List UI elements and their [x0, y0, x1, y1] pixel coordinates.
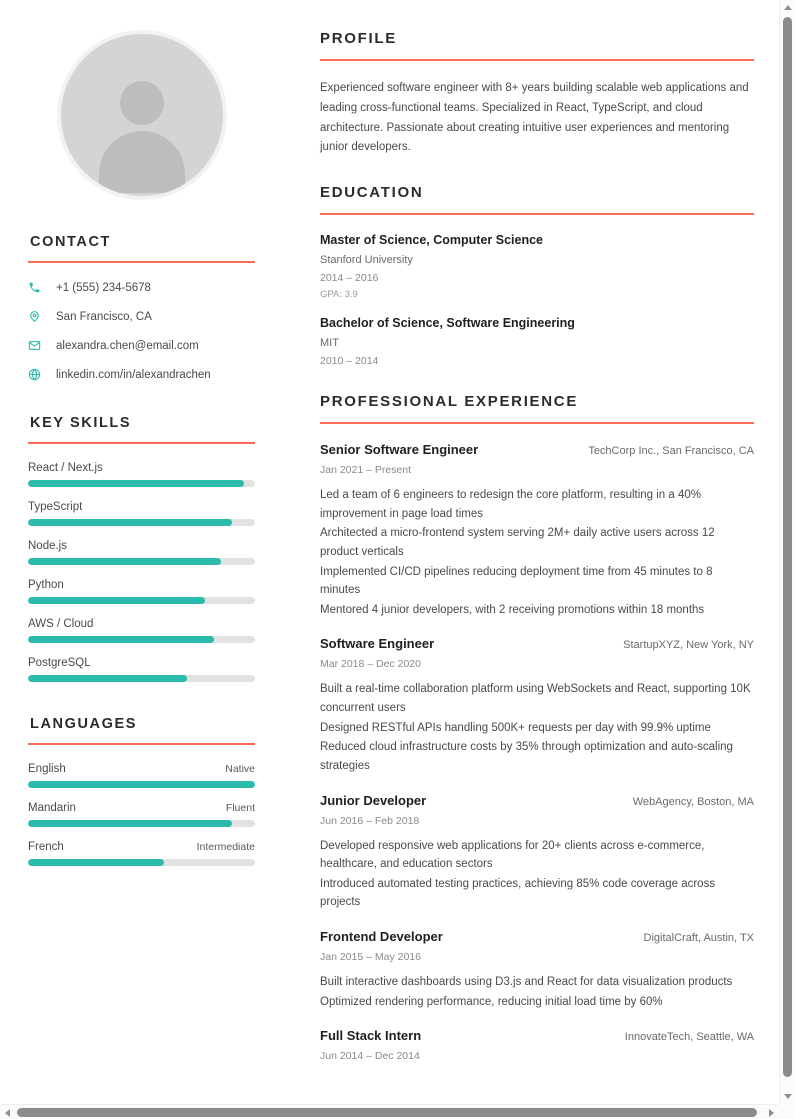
language-bar-track — [28, 859, 255, 866]
job-dates: Jun 2014 – Dec 2014 — [320, 1050, 420, 1063]
job-bullet: Introduced automated testing practices, achieving 85% code coverage across projects — [320, 877, 716, 909]
skill-bar-track — [28, 597, 255, 604]
job-title: Full Stack Intern — [320, 1028, 422, 1044]
scroll-up-button[interactable] — [780, 0, 794, 15]
horizontal-scrollbar[interactable] — [0, 1104, 779, 1119]
envelope-icon — [28, 339, 48, 352]
languages-divider — [28, 743, 255, 745]
language-bar-track — [28, 781, 255, 788]
profile-text: Experienced software engineer with 8+ years building scalable web applications and leading cross-functional teams. Specialized in React, TypeScript, and cloud architecture. Passionate about creating intuitive user experiences and mentoring junior developers. — [320, 82, 749, 154]
job-title: Software Engineer — [320, 636, 435, 652]
triangle-left-icon — [5, 1109, 10, 1117]
language-label: Mandarin — [28, 802, 76, 814]
language-bar-fill — [28, 859, 164, 866]
skill-row — [28, 462, 255, 487]
education-school: MIT — [320, 337, 339, 350]
skill-bar-fill — [28, 636, 214, 643]
skill-bar-track — [28, 636, 255, 643]
job-dates: Jan 2021 – Present — [320, 464, 412, 477]
education-item — [320, 316, 754, 367]
language-row — [28, 841, 255, 866]
contact-value-linkedin: linkedin.com/in/alexandrachen — [56, 368, 211, 381]
skill-label: TypeScript — [28, 501, 83, 513]
job-bullet: Mentored 4 junior developers, with 2 receiving promotions within 18 months — [320, 603, 705, 616]
job-bullet: Developed responsive web applications for 20+ clients across e-commerce, healthcare, and education sectors — [320, 839, 705, 871]
languages-list — [28, 763, 255, 866]
skills-divider — [28, 442, 255, 444]
experience-item — [320, 636, 754, 775]
triangle-right-icon — [769, 1109, 774, 1117]
horizontal-scrollbar-thumb[interactable] — [17, 1108, 757, 1117]
experience-item — [320, 793, 754, 913]
skill-label: React / Next.js — [28, 462, 103, 474]
job-company: DigitalCraft, Austin, TX — [643, 932, 754, 945]
skill-label: Node.js — [28, 540, 67, 552]
avatar — [57, 30, 227, 200]
skill-row — [28, 618, 255, 643]
education-dates: 2010 – 2014 — [320, 355, 379, 368]
language-row — [28, 763, 255, 788]
profile-heading: PROFILE — [320, 30, 397, 47]
skill-bar-fill — [28, 597, 205, 604]
skills-section — [28, 415, 255, 682]
education-school: Stanford University — [320, 254, 413, 267]
job-bullets — [320, 973, 754, 1011]
job-company: StartupXYZ, New York, NY — [623, 639, 754, 652]
scroll-down-button[interactable] — [780, 1089, 794, 1104]
contact-item-email[interactable] — [28, 339, 255, 352]
vertical-scrollbar-thumb[interactable] — [783, 17, 792, 1077]
globe-icon — [28, 368, 48, 381]
languages-section — [28, 716, 255, 866]
education-degree: Master of Science, Computer Science — [320, 233, 543, 248]
job-bullet: Built interactive dashboards using D3.js and React for data visualization products — [320, 976, 733, 989]
experience-section — [320, 393, 754, 1062]
triangle-up-icon — [784, 5, 792, 10]
job-title: Frontend Developer — [320, 929, 443, 945]
job-bullet: Architected a micro-frontend system serving 2M+ daily active users across 12 product verticals — [320, 527, 715, 558]
job-dates: Jun 2016 – Feb 2018 — [320, 814, 420, 827]
job-bullet: Led a team of 6 engineers to redesign the core platform, resulting in a 40% improvement in page load times — [320, 489, 702, 520]
skill-row — [28, 579, 255, 604]
education-heading: EDUCATION — [320, 184, 424, 202]
triangle-down-icon — [784, 1094, 792, 1099]
location-pin-icon — [28, 310, 48, 323]
contact-section — [28, 234, 255, 381]
skill-row — [28, 657, 255, 682]
job-bullet: Built a real-time collaboration platform using WebSockets and React, supporting 10K concurrent users — [320, 683, 751, 715]
profile-section — [320, 30, 754, 158]
language-label: English — [28, 763, 66, 775]
job-title: Senior Software Engineer — [320, 442, 479, 458]
skill-bar-fill — [28, 519, 232, 526]
contact-divider — [28, 261, 255, 263]
skill-bar-fill — [28, 675, 187, 682]
language-bar-track — [28, 820, 255, 827]
job-dates: Mar 2018 – Dec 2020 — [320, 658, 421, 671]
scrollbar-corner — [779, 1104, 794, 1119]
experience-item — [320, 929, 754, 1011]
skill-bar-fill — [28, 558, 221, 565]
language-bar-fill — [28, 820, 232, 827]
skill-bar-track — [28, 519, 255, 526]
language-label: French — [28, 841, 64, 853]
profile-divider — [320, 59, 754, 61]
skill-row — [28, 501, 255, 526]
job-dates: Jan 2015 – May 2016 — [320, 951, 421, 964]
resume-main — [300, 0, 779, 1104]
experience-heading: PROFESSIONAL EXPERIENCE — [320, 393, 579, 411]
job-title: Junior Developer — [320, 792, 427, 808]
contact-value-location: San Francisco, CA — [56, 310, 152, 323]
job-bullets — [320, 680, 754, 775]
contact-value-email: alexandra.chen@email.com — [56, 339, 199, 352]
skill-bar-track — [28, 675, 255, 682]
contact-item-linkedin[interactable] — [28, 368, 255, 381]
skill-label: Python — [28, 579, 64, 591]
skills-heading: KEY SKILLS — [30, 415, 132, 431]
phone-icon — [28, 281, 48, 294]
language-level: Native — [225, 763, 255, 775]
vertical-scrollbar[interactable] — [779, 0, 794, 1104]
job-bullet: Reduced cloud infrastructure costs by 35% through optimization and auto-scaling strategies — [320, 741, 733, 772]
skill-bar-track — [28, 480, 255, 487]
education-divider — [320, 213, 754, 215]
skills-list — [28, 462, 255, 682]
job-company: InnovateTech, Seattle, WA — [624, 1031, 754, 1044]
education-dates: 2014 – 2016 — [320, 272, 379, 285]
skill-label: AWS / Cloud — [28, 618, 94, 630]
skill-bar-track — [28, 558, 255, 565]
contact-value-phone: +1 (555) 234-5678 — [56, 281, 151, 294]
job-bullets — [320, 486, 754, 619]
contact-heading: CONTACT — [30, 234, 112, 250]
experience-item — [320, 442, 754, 619]
user-placeholder-icon — [57, 30, 227, 200]
job-company: WebAgency, Boston, MA — [632, 795, 754, 808]
avatar-head-shape — [120, 81, 164, 125]
contact-item-phone[interactable] — [28, 281, 255, 294]
language-level: Intermediate — [196, 841, 255, 853]
skill-row — [28, 540, 255, 565]
job-bullet: Designed RESTful APIs handling 500K+ requests per day with 99.9% uptime — [320, 721, 711, 734]
resume-sidebar — [0, 0, 300, 1104]
job-bullets — [320, 837, 754, 913]
scroll-right-button[interactable] — [764, 1105, 779, 1119]
experience-item — [320, 1028, 754, 1062]
skill-bar-fill — [28, 480, 244, 487]
contact-list — [28, 281, 255, 381]
education-degree: Bachelor of Science, Software Engineering — [320, 316, 575, 331]
job-bullet: Implemented CI/CD pipelines reducing deployment time from 45 minutes to 8 minutes — [320, 565, 713, 597]
language-bar-fill — [28, 781, 255, 788]
language-level: Fluent — [225, 802, 255, 814]
skill-label: PostgreSQL — [28, 657, 91, 669]
contact-item-location[interactable] — [28, 310, 255, 323]
job-company: TechCorp Inc., San Francisco, CA — [588, 445, 754, 458]
scroll-left-button[interactable] — [0, 1105, 15, 1119]
education-item — [320, 233, 754, 300]
education-section — [320, 184, 754, 367]
language-row — [28, 802, 255, 827]
languages-heading: LANGUAGES — [30, 716, 138, 732]
job-bullet: Optimized rendering performance, reducing initial load time by 60% — [320, 995, 663, 1008]
education-gpa: GPA: 3.9 — [320, 289, 358, 301]
experience-divider — [320, 422, 754, 424]
avatar-body-shape — [99, 131, 185, 193]
